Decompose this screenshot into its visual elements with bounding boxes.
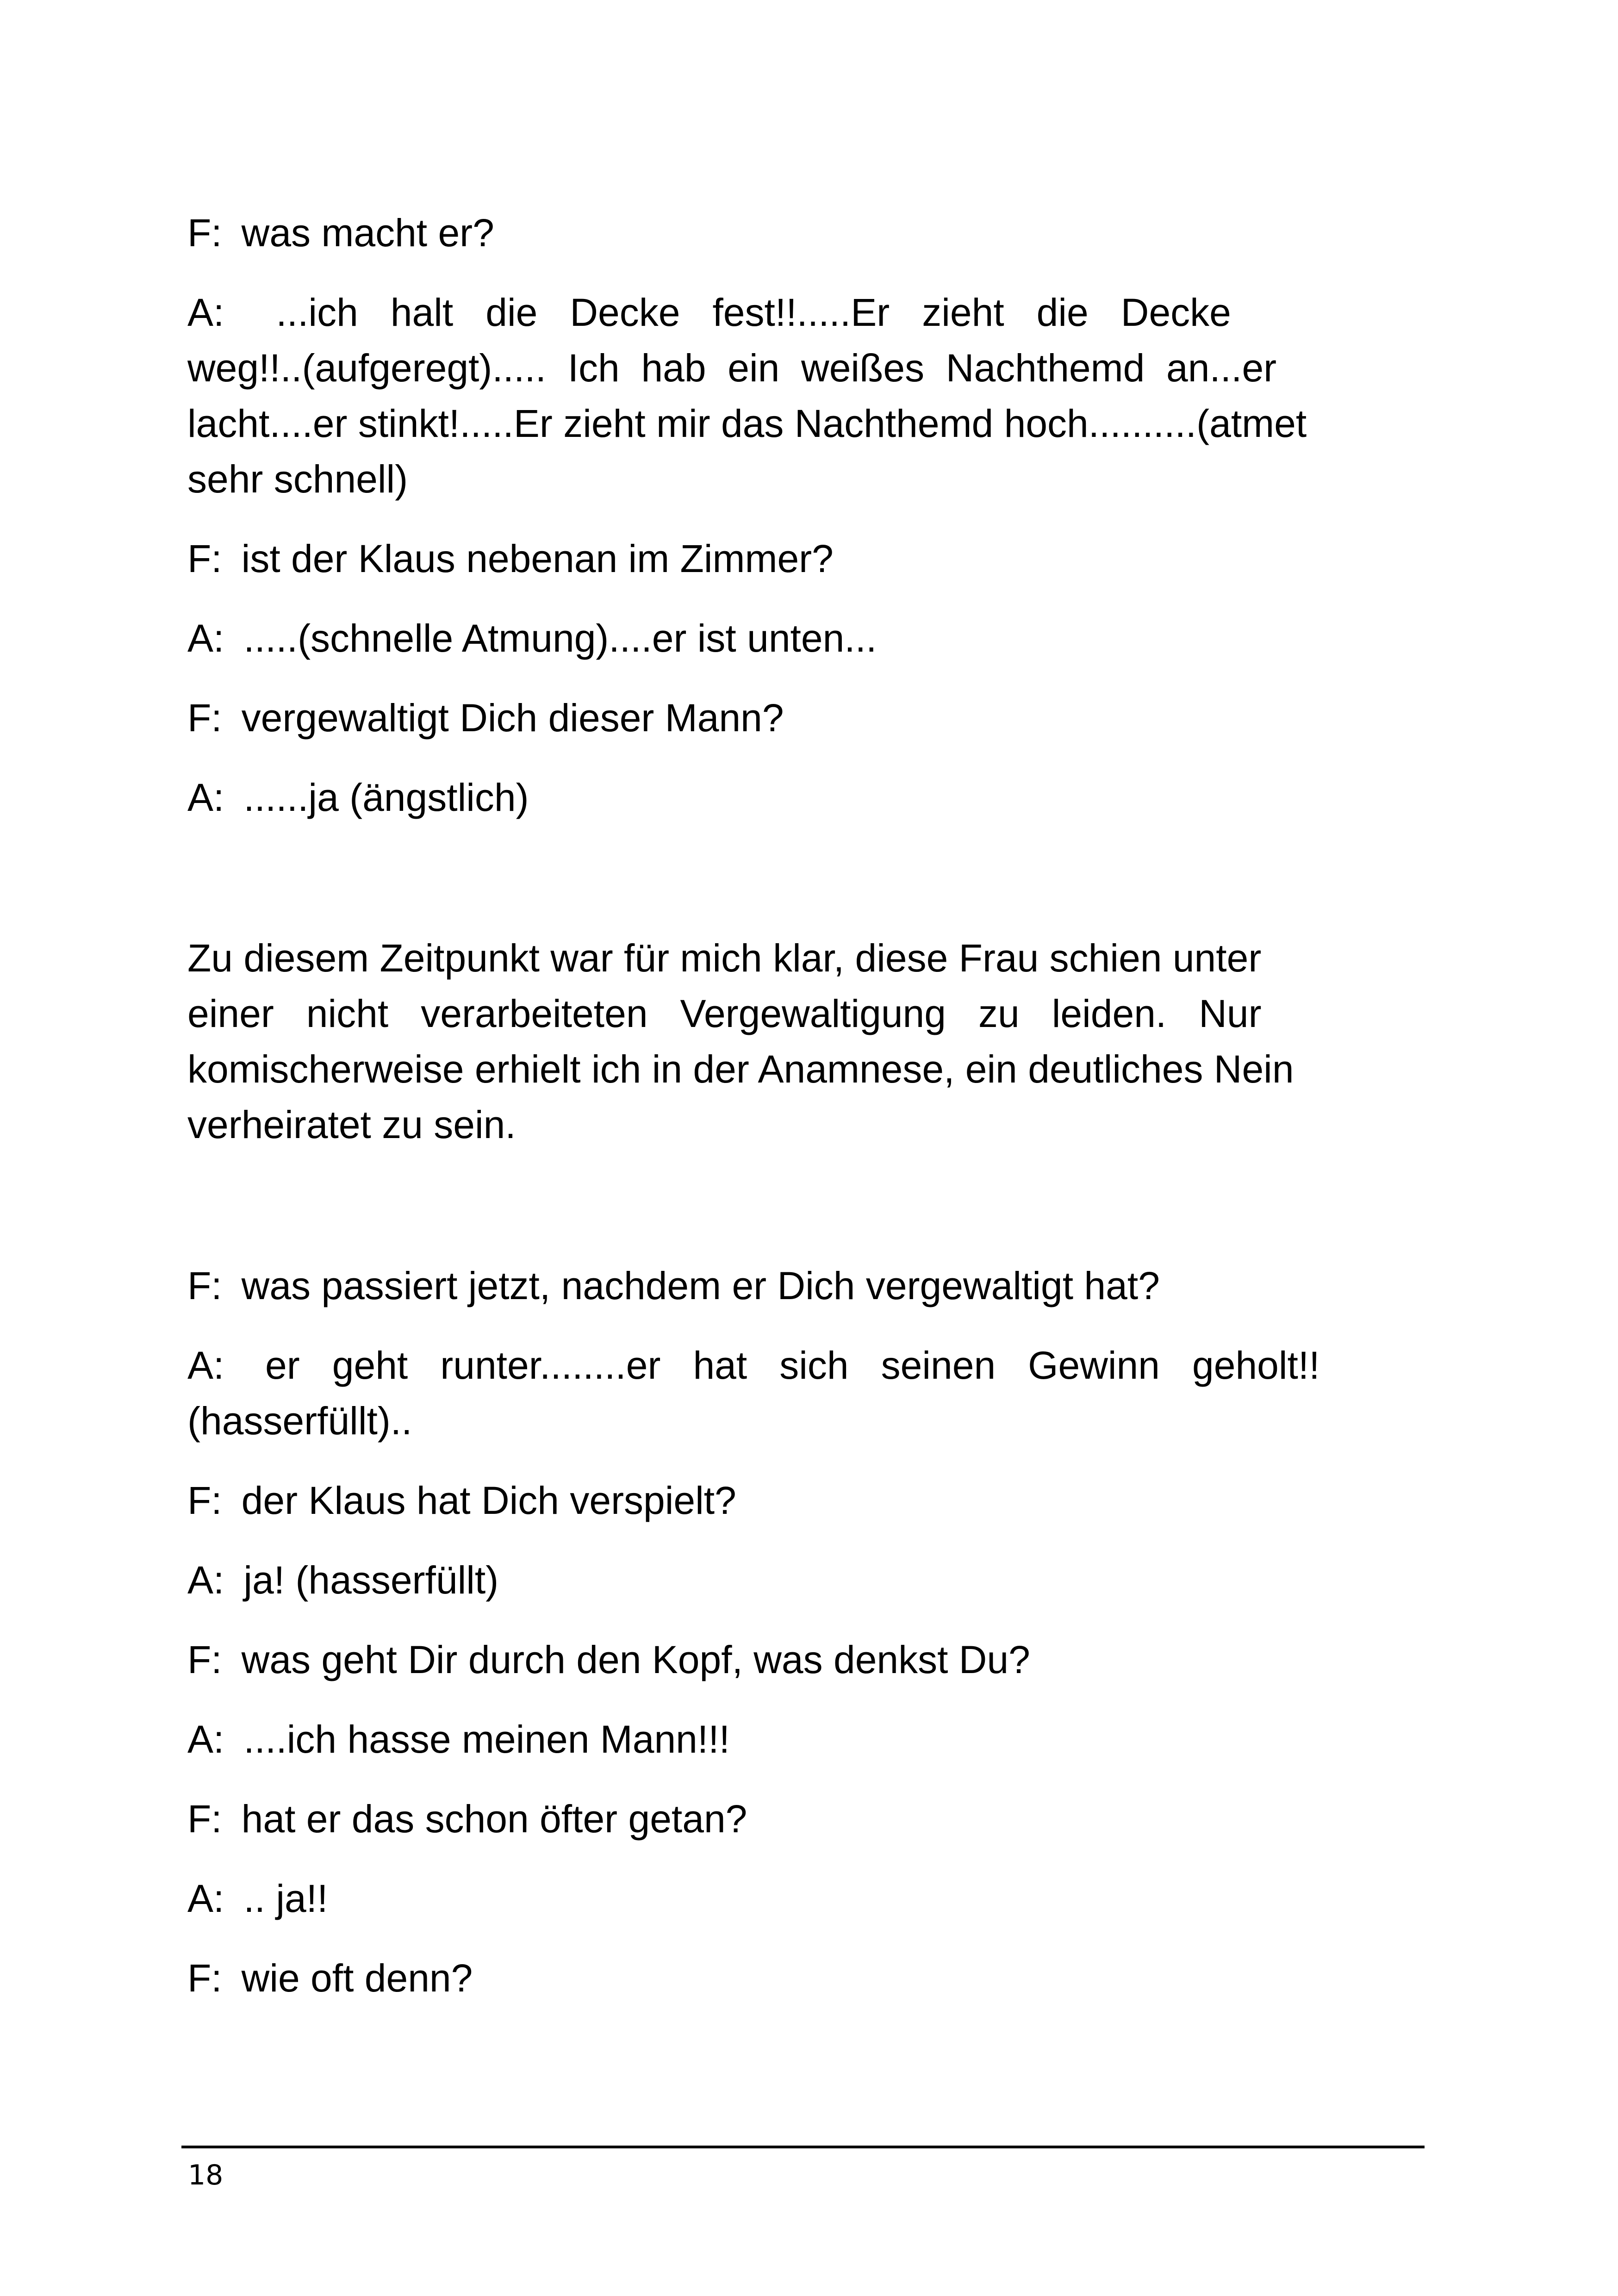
continuation-line — [187, 396, 1416, 451]
line-text: der Klaus hat Dich verspielt? — [241, 1479, 736, 1522]
speaker-label: F: — [187, 1797, 222, 1841]
dialogue-line — [187, 770, 1416, 825]
continuation-line — [187, 340, 1416, 396]
line-text: ......ja (ängstlich) — [243, 776, 529, 819]
line-text: er geht runter........er hat sich seinen Gewinn geholt!! — [243, 1344, 1320, 1387]
dialogue-line — [187, 1552, 1416, 1608]
speaker-label: A: — [187, 1877, 224, 1920]
line-text: Zu diesem Zeitpunkt war für mich klar, diese Frau schien unter — [187, 936, 1262, 980]
speaker-label: A: — [187, 616, 224, 660]
speaker-label: F: — [187, 696, 222, 740]
speaker-label: F: — [187, 1638, 222, 1681]
dialogue-line — [187, 285, 1416, 340]
dialogue-line — [187, 1950, 1416, 2006]
line-text: weg!!..(aufgeregt)..... Ich hab ein weißes Nachthemd an...er — [187, 346, 1277, 390]
continuation-line — [187, 1393, 1416, 1449]
dialogue-line — [187, 610, 1416, 666]
page-number: 18 — [188, 2159, 224, 2191]
line-text: komischerweise erhielt ich in der Anamnese, ein deutliches Nein — [187, 1047, 1294, 1091]
line-text: ist der Klaus nebenan im Zimmer? — [241, 537, 834, 580]
continuation-line — [187, 451, 1416, 507]
speaker-label: F: — [187, 211, 222, 255]
speaker-label: A: — [187, 291, 224, 334]
speaker-label: F: — [187, 537, 222, 580]
dialogue-line — [187, 1632, 1416, 1687]
dialogue-line — [187, 690, 1416, 746]
line-text: ...ich halt die Decke fest!!.....Er zieht die Decke — [243, 291, 1231, 334]
speaker-label: F: — [187, 1956, 222, 2000]
dialogue-line — [187, 1473, 1416, 1528]
line-text: lacht....er stinkt!.....Er zieht mir das Nachthemd hoch..........(atmet — [187, 402, 1307, 445]
line-text: was geht Dir durch den Kopf, was denkst Du? — [241, 1638, 1030, 1681]
speaker-label: F: — [187, 1264, 222, 1307]
line-text: hat er das schon öfter getan? — [241, 1797, 747, 1841]
line-text: verheiratet zu sein. — [187, 1103, 516, 1146]
speaker-label: A: — [187, 776, 224, 819]
speaker-label: A: — [187, 1558, 224, 1602]
dialogue-line — [187, 1711, 1416, 1767]
line-text: einer nicht verarbeiteten Vergewaltigung zu leiden. Nur — [187, 992, 1262, 1035]
line-text: was macht er? — [241, 211, 494, 255]
speaker-label: F: — [187, 1479, 222, 1522]
line-text: sehr schnell) — [187, 457, 408, 501]
dialogue-line — [187, 205, 1416, 261]
dialogue-line — [187, 531, 1416, 586]
line-text: was passiert jetzt, nachdem er Dich vergewaltigt hat? — [241, 1264, 1160, 1307]
narrative-line — [187, 986, 1416, 1041]
footer-divider — [181, 2146, 1425, 2148]
dialogue-line — [187, 1871, 1416, 1926]
line-text: wie oft denn? — [241, 1956, 473, 2000]
dialogue-line — [187, 1338, 1416, 1393]
narrative-line — [187, 930, 1416, 986]
line-text: .. ja!! — [243, 1877, 328, 1920]
speaker-label: A: — [187, 1344, 224, 1387]
speaker-label: A: — [187, 1717, 224, 1761]
line-text: .....(schnelle Atmung)....er ist unten... — [243, 616, 877, 660]
dialogue-line — [187, 1258, 1416, 1313]
narrative-line — [187, 1041, 1416, 1097]
dialogue-line — [187, 1791, 1416, 1847]
line-text: ja! (hasserfüllt) — [243, 1558, 499, 1602]
line-text: vergewaltigt Dich dieser Mann? — [241, 696, 784, 740]
line-text: ....ich hasse meinen Mann!!! — [243, 1717, 730, 1761]
narrative-line — [187, 1097, 1416, 1152]
line-text: (hasserfüllt).. — [187, 1399, 412, 1443]
